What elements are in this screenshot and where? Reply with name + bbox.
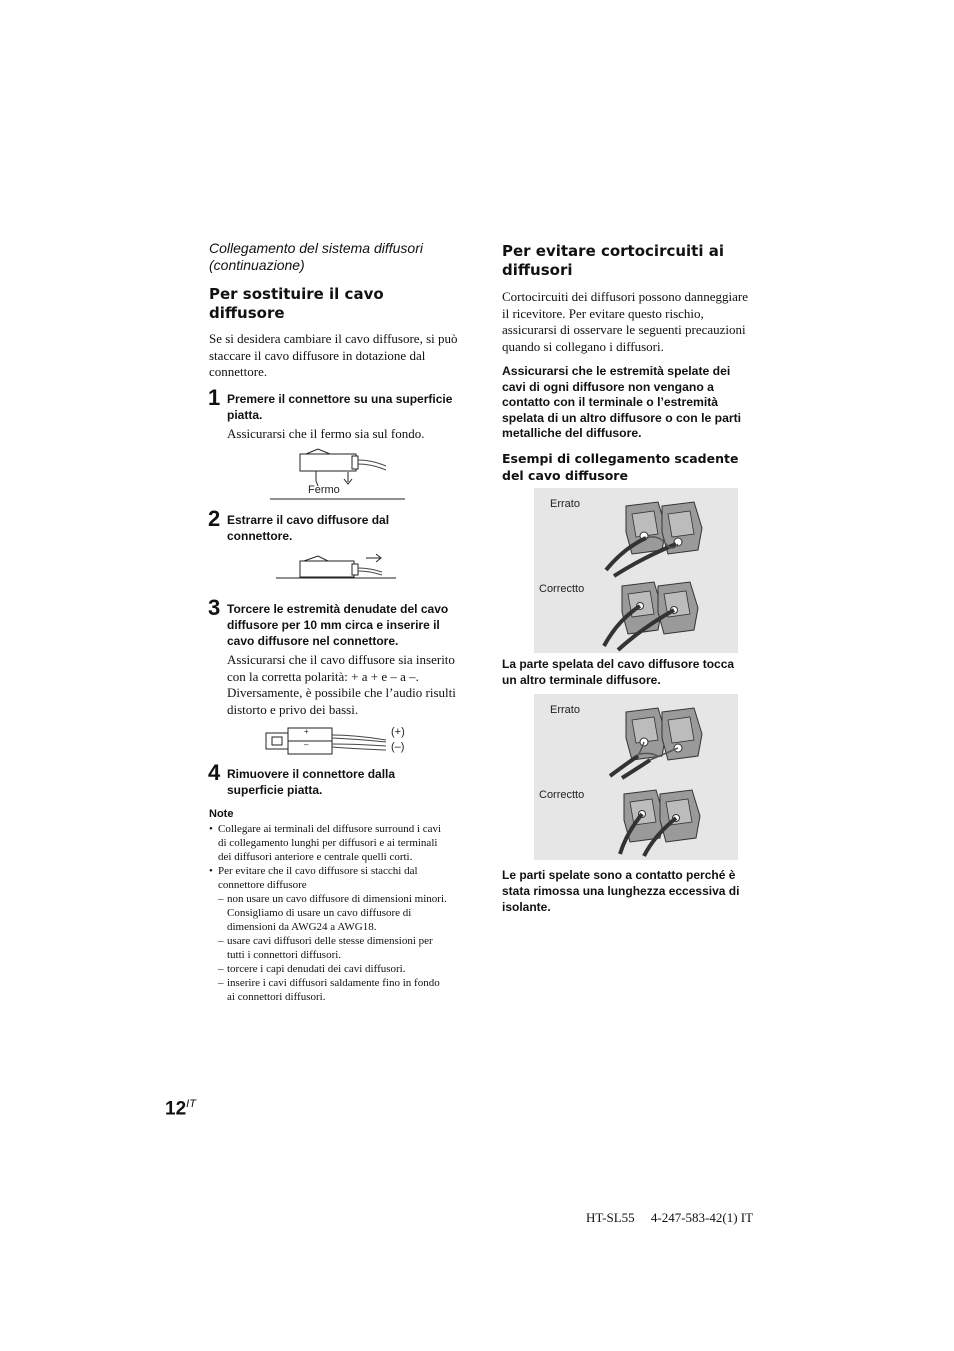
caption-terminal-touch: La parte spelata del cavo diffusore tocca un altro terminale diffusore.: [502, 657, 735, 687]
fermo-label: Fermo: [308, 484, 340, 496]
notes-list: [209, 822, 474, 1004]
note-item: • Collegare ai terminali del diffusore surround i cavi di collegamento lunghi per diffusori e ai terminali dei diffusori anteriore e centrale quelli corti.: [209, 823, 442, 863]
step-3-number: 3: [208, 595, 221, 620]
step-3-text: Assicurarsi che il cavo diffusore sia inserito con la corretta polarità: + a + e – a –. Diversamente, è possibile che l’audio risulti distorto e privo dei bassi.: [227, 652, 456, 717]
fig-b-right-label: Correctto: [539, 789, 585, 801]
polarity-figure: [264, 726, 390, 756]
step-3-title: Torcere le estremità denudate del cavo diffusore per 10 mm circa e inserire il cavo diffusore nel connettore.: [227, 602, 449, 648]
fig-a-wrong-label: Errato: [550, 498, 580, 510]
step-4-number: 4: [208, 760, 221, 785]
fig-a-right-label: Correctto: [539, 583, 585, 595]
figure-excess-strip: [534, 694, 738, 860]
intro-replace: Se si desidera cambiare il cavo diffusore, si può staccare il cavo diffusore in dotazione dal connettore.: [209, 331, 458, 379]
step-2-number: 2: [208, 506, 221, 531]
excess-strip-drawing: [534, 694, 738, 860]
terminal-touch-drawing: [534, 488, 738, 653]
note-item: • Per evitare che il cavo diffusore si stacchi dal connettore diffusore – non usare un cavo diffusore di dimensioni minori. Consigliamo di usare un cavo diffusore di dimensioni da AWG24 a AWG18. – usare cavi diffusori delle stesse dimensioni per tutti i connettori diffusori. – torcere i capi denudati dei cavi diffusori. – inserire i cavi diffusori saldamente fino in fondo ai connettori diffusori.: [209, 864, 474, 1004]
fig-b-wrong-label: Errato: [550, 704, 580, 716]
step-1-number: 1: [208, 385, 221, 410]
polarity-minus-small: –: [304, 740, 309, 749]
step-1-text: Assicurarsi che il fermo sia sul fondo.: [227, 426, 425, 441]
section-title: Collegamento del sistema diffusori (continuazione): [209, 240, 423, 273]
heading-replace-cable: Per sostituire il cavo diffusore: [209, 285, 384, 322]
figure-terminal-touch: [534, 488, 738, 653]
intro-avoid-short: Cortocircuiti dei diffusori possono danneggiare il ricevitore. Per evitare questo rischio, assicurarsi di osservare le seguenti precauzioni quando si collegano i diffusori.: [502, 289, 748, 354]
polarity-plus-label: (+): [391, 726, 405, 738]
sub-item: – torcere i capi denudati dei cavi diffusori.: [218, 963, 406, 975]
polarity-plus-small: +: [304, 727, 309, 736]
warning-text: Assicurarsi che le estremità spelate dei cavi di ogni diffusore non vengano a contatto con il terminale o l’estremità spelata di un altro diffusore o con le parti metalliche del diffusore.: [502, 364, 742, 441]
model-footer: HT-SL55 4-247-583-42(1) IT: [586, 1210, 754, 1225]
examples-heading: Esempi di collegamento scadente del cavo diffusore: [502, 451, 739, 483]
step-2-title: Estrarre il cavo diffusore dal connettore.: [227, 513, 390, 543]
caption-excess-strip: Le parti spelate sono a contatto perché è stata rimossa una lunghezza eccessiva di isolante.: [502, 868, 740, 914]
step-4-title: Rimuovere il connettore dalla superficie piatta.: [227, 767, 396, 797]
polarity-minus-label: (–): [391, 741, 405, 753]
sub-item: – non usare un cavo diffusore di dimensioni minori. Consigliamo di usare un cavo diffusore di dimensioni da AWG24 a AWG18.: [218, 893, 447, 933]
connector-extract-figure: [274, 552, 400, 582]
heading-avoid-short: Per evitare cortocircuiti ai diffusori: [502, 242, 724, 279]
step-1-title: Premere il connettore su una superficie piatta.: [227, 392, 453, 422]
notes-title: Note: [209, 808, 234, 820]
page-number: $12^{IT}$: [165, 1098, 196, 1120]
sub-item: – inserire i cavi diffusori saldamente fino in fondo ai connettori diffusori.: [218, 977, 440, 1003]
sub-item: – usare cavi diffusori delle stesse dimensioni per tutti i connettori diffusori.: [218, 935, 433, 961]
